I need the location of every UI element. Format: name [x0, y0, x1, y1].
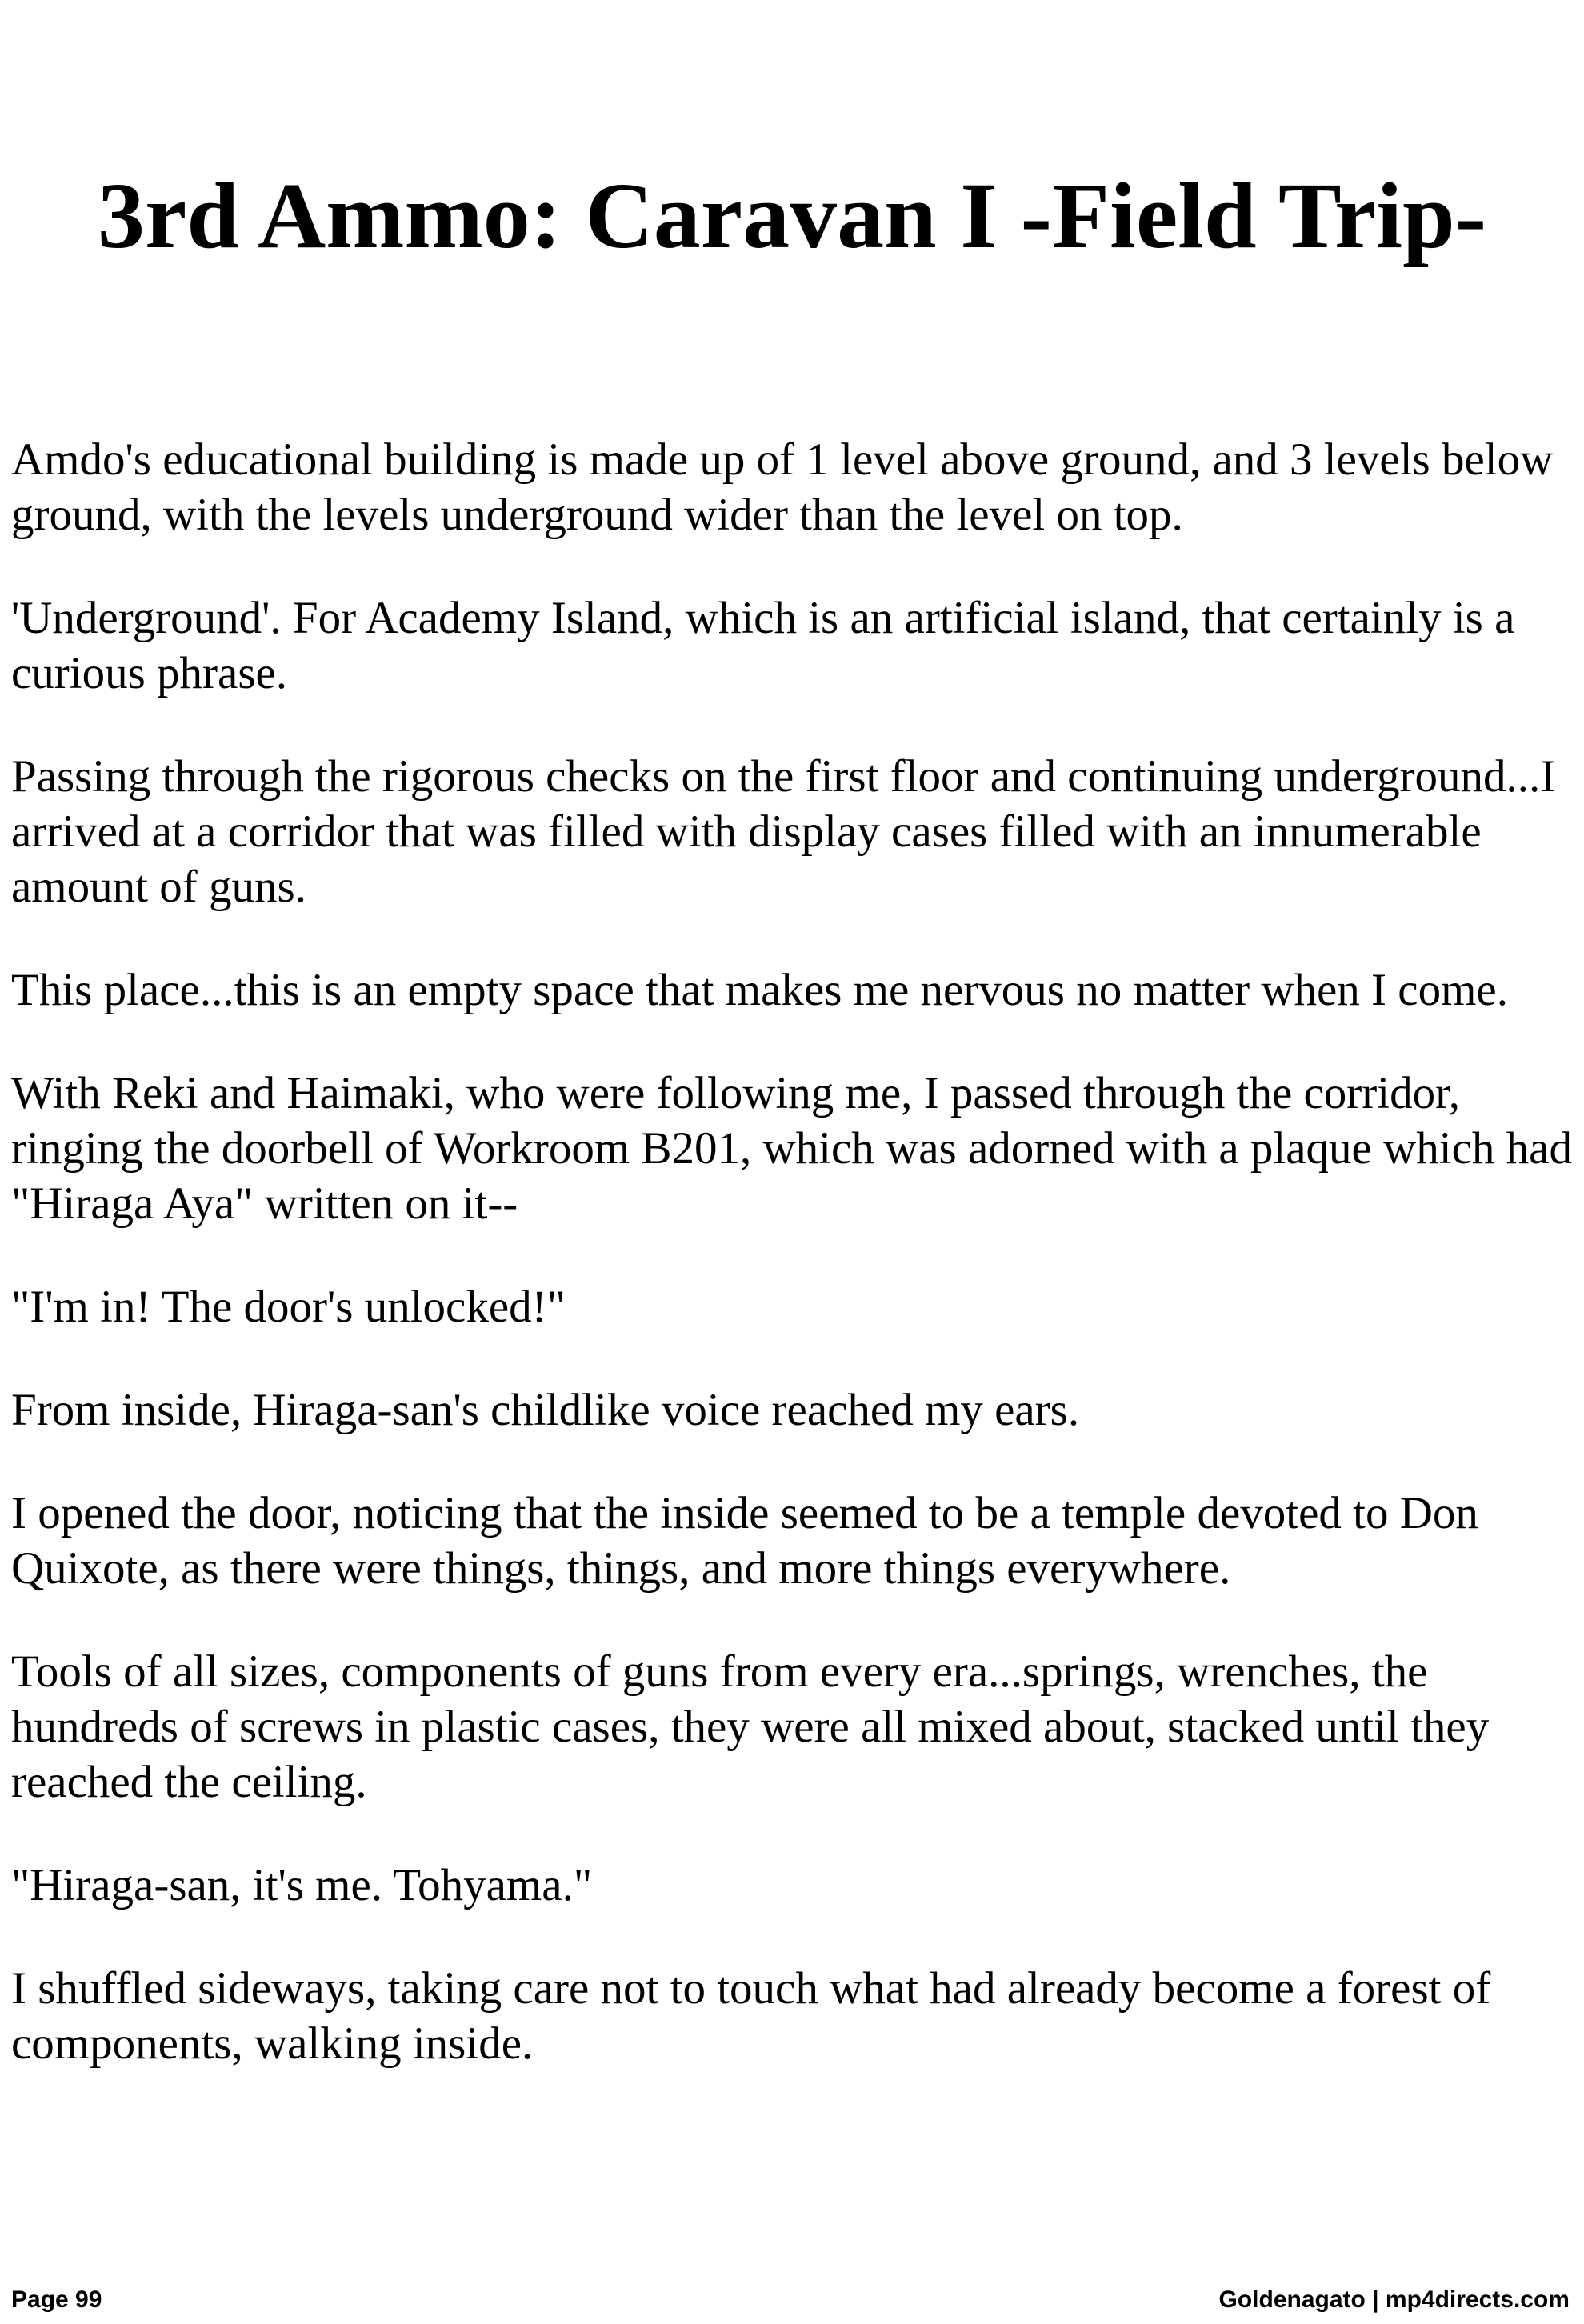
chapter-title: 3rd Ammo: Caravan I -Field Trip-: [97, 163, 1487, 268]
paragraph: With Reki and Haimaki, who were following me, I passed through the corridor, ringing the doorbell of Workroom B201, which was adorned with a plaque which had "Hiraga Aya" written on it--: [11, 1068, 1572, 1229]
footer-credit: Goldenagato | mp4directs.com: [1218, 2286, 1570, 2313]
paragraph: From inside, Hiraga-san's childlike voice reached my ears.: [11, 1385, 1080, 1435]
paragraph: I opened the door, noticing that the inside seemed to be a temple devoted to Don Quixote, as there were things, things, and more things everywhere.: [11, 1488, 1478, 1594]
paragraph: "I'm in! The door's unlocked!": [11, 1282, 566, 1332]
paragraph: Passing through the rigorous checks on the first floor and continuing underground...I arrived at a corridor that was filled with display cases filled with an innumerable amount of guns.: [11, 751, 1556, 912]
paragraph: Amdo's educational building is made up of 1 level above ground, and 3 levels below ground, with the levels underground wider than the level on top.: [11, 434, 1554, 540]
paragraph: Tools of all sizes, components of guns from every era...springs, wrenches, the hundreds of screws in plastic cases, they were all mixed about, stacked until they reached the ceiling.: [11, 1646, 1490, 1807]
paragraph: This place...this is an empty space that makes me nervous no matter when I come.: [11, 965, 1508, 1015]
body-text: [11, 432, 1579, 2119]
page-number: Page 99: [11, 2286, 102, 2313]
paragraph: 'Underground'. For Academy Island, which is an artificial island, that certainly is a curious phrase.: [11, 593, 1515, 698]
paragraph: I shuffled sideways, taking care not to touch what had already become a forest of components, walking inside.: [11, 1963, 1491, 2069]
paragraph: "Hiraga-san, it's me. Tohyama.": [11, 1860, 593, 1910]
